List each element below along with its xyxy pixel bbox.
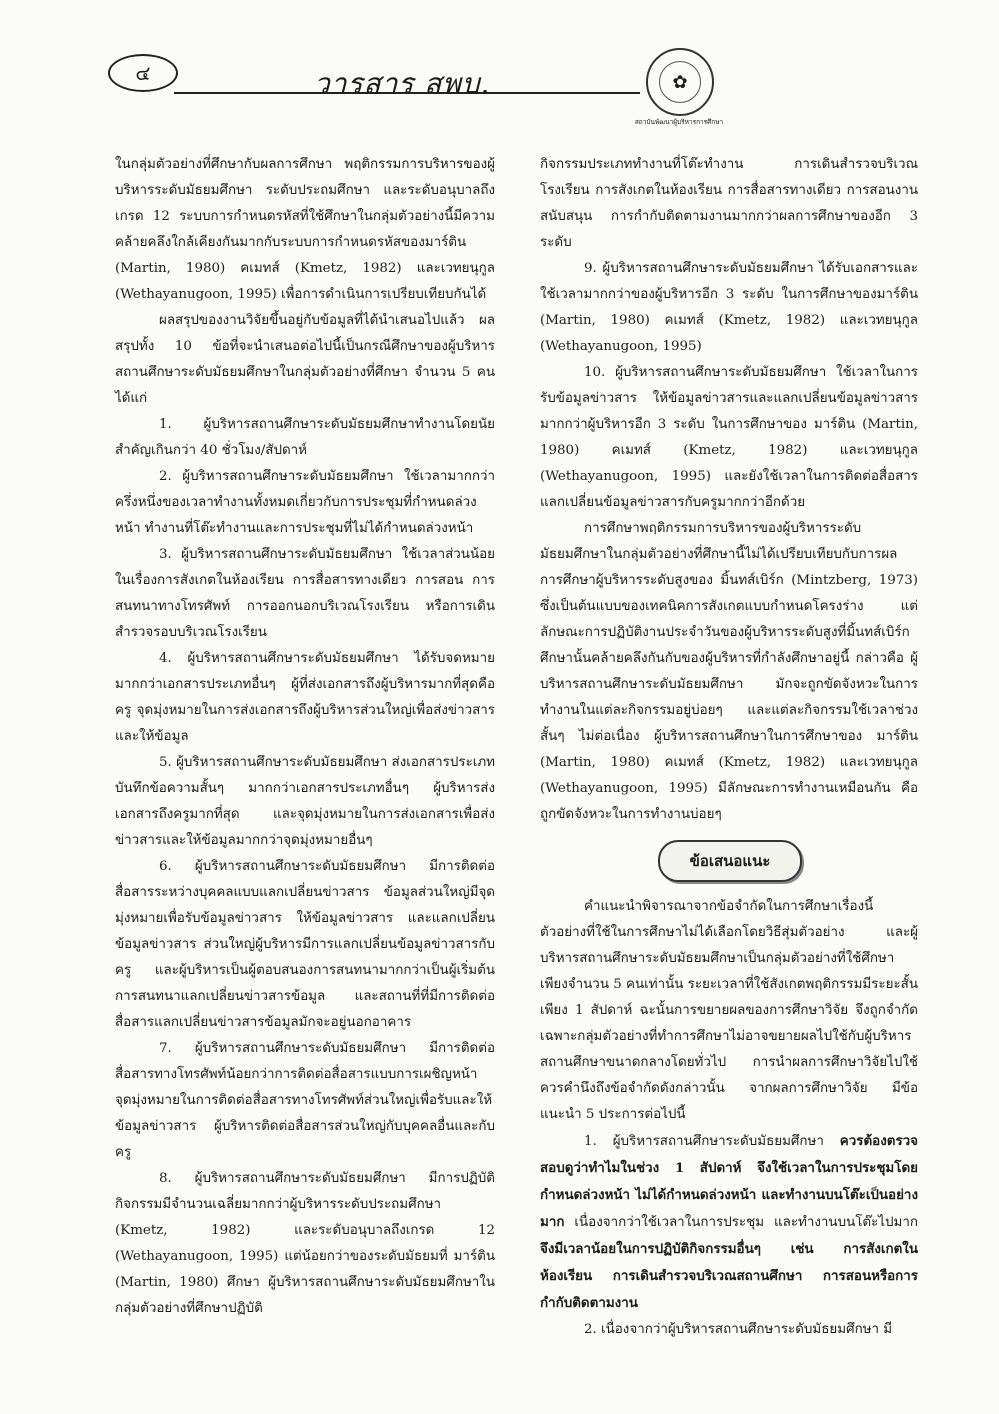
finding-item: 6. ผู้บริหารสถานศึกษาระดับมัธยมศึกษา มีการติดต่อสื่อสารระหว่างบุคคลแบบแลกเปลี่ยนข่าวสาร ข้อมูลส่วนใหญ่มีจุดมุ่งหมายเพื่อรับข้อมูลข่าวสาร ให้ข้อมูลข่าวสาร และแลกเปลี่ยนข้อมูลข่าวสาร ส่วนใหญ่ผู้บริหารมีการแลกเปลี่ยนข้อมูลข่าวสารกับครู และผู้บริหารเป็นผู้ตอบสนองการสนทนามากกว่าเป็นผู้เริ่มต้นการสนทนาแลกเปลี่ยนข่าวสารข้อมูล และสถานที่ที่มีการติดต่อสื่อสารแลกเปลี่ยนข่าวสารข้อมูลมักจะอยู่นอกอาคาร	[115, 859, 495, 1030]
journal-title: วารสาร สพบ.	[314, 67, 491, 100]
finding-item: 5. ผู้บริหารสถานศึกษาระดับมัธยมศึกษา ส่งเอกสารประเภทบันทึกข้อความสั้นๆ มากกว่าเอกสารประเภทอื่นๆ ผู้บริหารส่งเอกสารถึงครูมากที่สุด และจุดมุ่งหมายในการส่งเอกสารเพื่อส่งข่าวสารและให้ข้อมูลมากกว่าจุดมุ่งหมายอื่นๆ	[115, 755, 495, 848]
finding-item: 2. ผู้บริหารสถานศึกษาระดับมัธยมศึกษา ใช้เวลามากกว่าครึ่งหนึ่งของเวลาทำงานทั้งหมดเกี่ยวกับการประชุมที่กำหนดล่วงหน้า ทำงานที่โต๊ะทำงานและการประชุมที่ไม่ได้กำหนดล่วงหน้า	[115, 469, 495, 536]
finding-item: 3. ผู้บริหารสถานศึกษาระดับมัธยมศึกษา ใช้เวลาส่วนน้อยในเรื่องการสังเกตในห้องเรียน การสื่อสารทางเดียว การสอน การสนทนาทางโทรศัพท์ การออกนอกบริเวณโรงเรียน หรือการเดินสำรวจรอบบริเวณโรงเรียน	[115, 547, 495, 640]
finding-item: 7. ผู้บริหารสถานศึกษาระดับมัธยมศึกษา มีการติดต่อสื่อสารทางโทรศัพท์น้อยกว่าการติดต่อสื่อสารแบบการเผชิญหน้า จุดมุ่งหมายในการติดต่อสื่อสารทางโทรศัพท์ส่วนใหญ่เพื่อรับและให้ข้อมูลข่าวสาร ผู้บริหารติดต่อสื่อสารส่วนใหญ่กับบุคคลอื่นและกับครู	[115, 1041, 495, 1160]
paragraph: คำแนะนำพิจารณาจากข้อจำกัดในการศึกษาเรื่องนี้ ตัวอย่างที่ใช้ในการศึกษาไม่ได้เลือกโดยวิธีสุ่มตัวอย่าง และผู้บริหารสถานศึกษาระดับมัธยมศึกษาเป็นกลุ่มตัวอย่างที่ใช้ศึกษาเพียงจำนวน 5 คนเท่านั้น ระยะเวลาที่ใช้สังเกตพฤติกรรมมีระยะสั้นเพียง 1 สัปดาห์ ฉะนั้นการขยายผลของการศึกษาวิจัย จึงถูกจำกัดเฉพาะกลุ่มตัวอย่างที่ทำการศึกษาไม่อาจขยายผลไปใช้กับผู้บริหารสถานศึกษาขนาดกลางโดยทั่วไป การนำผลการศึกษาวิจัยไปใช้ควรคำนึงถึงข้อจำกัดดังกล่าวนั้น จากผลการศึกษาวิจัย มีข้อแนะนำ 5 ประการต่อไปนี้	[540, 899, 918, 1122]
finding-item: 10. ผู้บริหารสถานศึกษาระดับมัธยมศึกษา ใช้เวลาในการรับข้อมูลข่าวสาร ให้ข้อมูลข่าวสารและแลกเปลี่ยนข้อมูลข่าวสาร มากกว่าผู้บริหารอีก 3 ระดับ ในการศึกษาของ มาร์ติน (Martin, 1980) คเมทส์ (Kmetz, 1982) และเวทยนุกูล (Wethayanugoon, 1995) และยังใช้เวลาในการติดต่อสื่อสารแลกเปลี่ยนข้อมูลข่าวสารกับครูมากกว่าอีกด้วย	[540, 365, 918, 510]
rec-text: เนื่องจากว่าใช้เวลาในการประชุม และทำงานบนโต๊ะไปมาก	[564, 1215, 918, 1230]
right-column	[540, 152, 918, 1343]
paragraph: ในกลุ่มตัวอย่างที่ศึกษากับผลการศึกษา พฤติกรรมการบริหารของผู้บริหารระดับมัธยมศึกษา ระดับประถมศึกษา และระดับอนุบาลถึงเกรด 12 ระบบการกำหนดรหัสที่ใช้ศึกษาในกลุ่มตัวอย่างนี้มีความคล้ายคลึงใกล้เคียงกันมากกับระบบการกำหนดรหัสของมาร์ติน (Martin, 1980) คเมทส์ (Kmetz, 1982) และเวทยนุกูล (Wethayanugoon, 1995) เพื่อการดำเนินการเปรียบเทียบกันได้	[115, 157, 495, 302]
finding-item: 1. ผู้บริหารสถานศึกษาระดับมัธยมศึกษาทำงานโดยนัยสำคัญเกินกว่า 40 ชั่วโมง/สัปดาห์	[115, 417, 495, 458]
recommendation-item: 2. เนื่องจากว่าผู้บริหารสถานศึกษาระดับมัธยมศึกษา มี	[584, 1322, 893, 1337]
left-column	[115, 152, 495, 1322]
paragraph: ผลสรุปของงานวิจัยขึ้นอยู่กับข้อมูลที่ได้นำเสนอไปแล้ว ผลสรุปทั้ง 10 ข้อที่จะนำเสนอต่อไปนี้เป็นกรณีศึกษาของผู้บริหารสถานศึกษาระดับมัธยมศึกษาในกลุ่มตัวอย่างที่ศึกษา จำนวน 5 คน ได้แก่	[115, 313, 495, 406]
finding-item: 9. ผู้บริหารสถานศึกษาระดับมัธยมศึกษา ได้รับเอกสารและใช้เวลามากกว่าของผู้บริหารอีก 3 ระดับ ในการศึกษาของมาร์ติน (Martin, 1980) คเมทส์ (Kmetz, 1982) และเวทยนุกูล (Wethayanugoon, 1995)	[540, 261, 918, 354]
paragraph: กิจกรรมประเภททำงานที่โต๊ะทำงาน การเดินสำรวจบริเวณโรงเรียน การสังเกตในห้องเรียน การสื่อสารทางเดียว การสอนงาน สนับสนุน การกำกับติดตามงานมากกว่าผลการศึกษาของอีก 3 ระดับ	[540, 157, 918, 250]
finding-item: 8. ผู้บริหารสถานศึกษาระดับมัธยมศึกษา มีการปฏิบัติกิจกรรมมีจำนวนเฉลี่ยมากกว่าผู้บริหารระดับประถมศึกษา (Kmetz, 1982) และระดับอนุบาลถึงเกรด 12 (Wethayanugoon, 1995) แต่น้อยกว่าของระดับมัธยมที่ มาร์ติน (Martin, 1980) ศึกษา ผู้บริหารสถานศึกษาระดับมัธยมศึกษาในกลุ่มตัวอย่างที่ศึกษาปฏิบัติ	[115, 1171, 495, 1316]
rec-bold-text: จึงมีเวลาน้อยในการปฏิบัติกิจกรรมอื่นๆ เช่น การสังเกตในห้องเรียน การเดินสำรวจบริเวณสถานศึกษา การสอนหรือการกำกับติดตามงาน	[540, 1241, 918, 1311]
page-number: ๔	[108, 54, 178, 92]
rec-bold-text: ควรต้องตรวจสอบดูว่าทำไมในช่วง 1 สัปดาห์ จึงใช้เวลาในการประชุมโดยกำหนดล่วงหน้า ไม่ได้กำหนดล่วงหน้า และทำงานบนโต๊ะเป็นอย่างมาก	[540, 1133, 918, 1230]
rec-text: 1. ผู้บริหารสถานศึกษาระดับมัธยมศึกษา	[584, 1134, 840, 1149]
recommendation-item	[540, 1128, 918, 1317]
finding-item: 4. ผู้บริหารสถานศึกษาระดับมัธยมศึกษา ได้รับจดหมายมากกว่าเอกสารประเภทอื่นๆ ผู้ที่ส่งเอกสารถึงผู้บริหารมากที่สุดคือครู จุดมุ่งหมายในการส่งเอกสารถึงผู้บริหารส่วนใหญ่เพื่อส่งข่าวสารและให้ข้อมูล	[115, 651, 495, 744]
page-header	[0, 0, 999, 140]
section-heading: ข้อเสนอแนะ	[658, 840, 802, 882]
paragraph: การศึกษาพฤติกรรมการบริหารของผู้บริหารระดับมัธยมศึกษาในกลุ่มตัวอย่างที่ศึกษานี้ไม่ได้เปรียบเทียบกับการผลการศึกษาผู้บริหารระดับสูงของ มิ้นทส์เบิร์ก (Mintzberg, 1973) ซึ่งเป็นต้นแบบของเทคนิคการสังเกตแบบกำหนดโครงร่าง แต่ลักษณะการปฏิบัติงานประจำวันของผู้บริหารระดับสูงที่มิ้นทส์เบิร์กศึกษานั้นคล้ายคลึงกันกับของผู้บริหารที่กำลังศึกษาอยู่นี้ กล่าวคือ ผู้บริหารสถานศึกษาระดับมัธยมศึกษา มักจะถูกขัดจังหวะในการทำงานในแต่ละกิจกรรมอยู่บ่อยๆ และแต่ละกิจกรรมใช้เวลาช่วงสั้นๆ ไม่ต่อเนื่อง ผู้บริหารสถานศึกษาในการศึกษาของ มาร์ติน (Martin, 1980) คเมทส์ (Kmetz, 1982) และเวทยนุกูล (Wethayanugoon, 1995) มีลักษณะการทำงานเหมือนกัน คือ ถูกขัดจังหวะในการทำงานบ่อยๆ	[540, 521, 918, 822]
institute-seal-icon	[646, 48, 714, 116]
section-heading-wrap	[540, 828, 918, 894]
seal-caption: สถาบันพัฒนาผู้บริหารการศึกษา	[634, 118, 724, 126]
seal-emblem-icon: ✿	[659, 61, 701, 103]
